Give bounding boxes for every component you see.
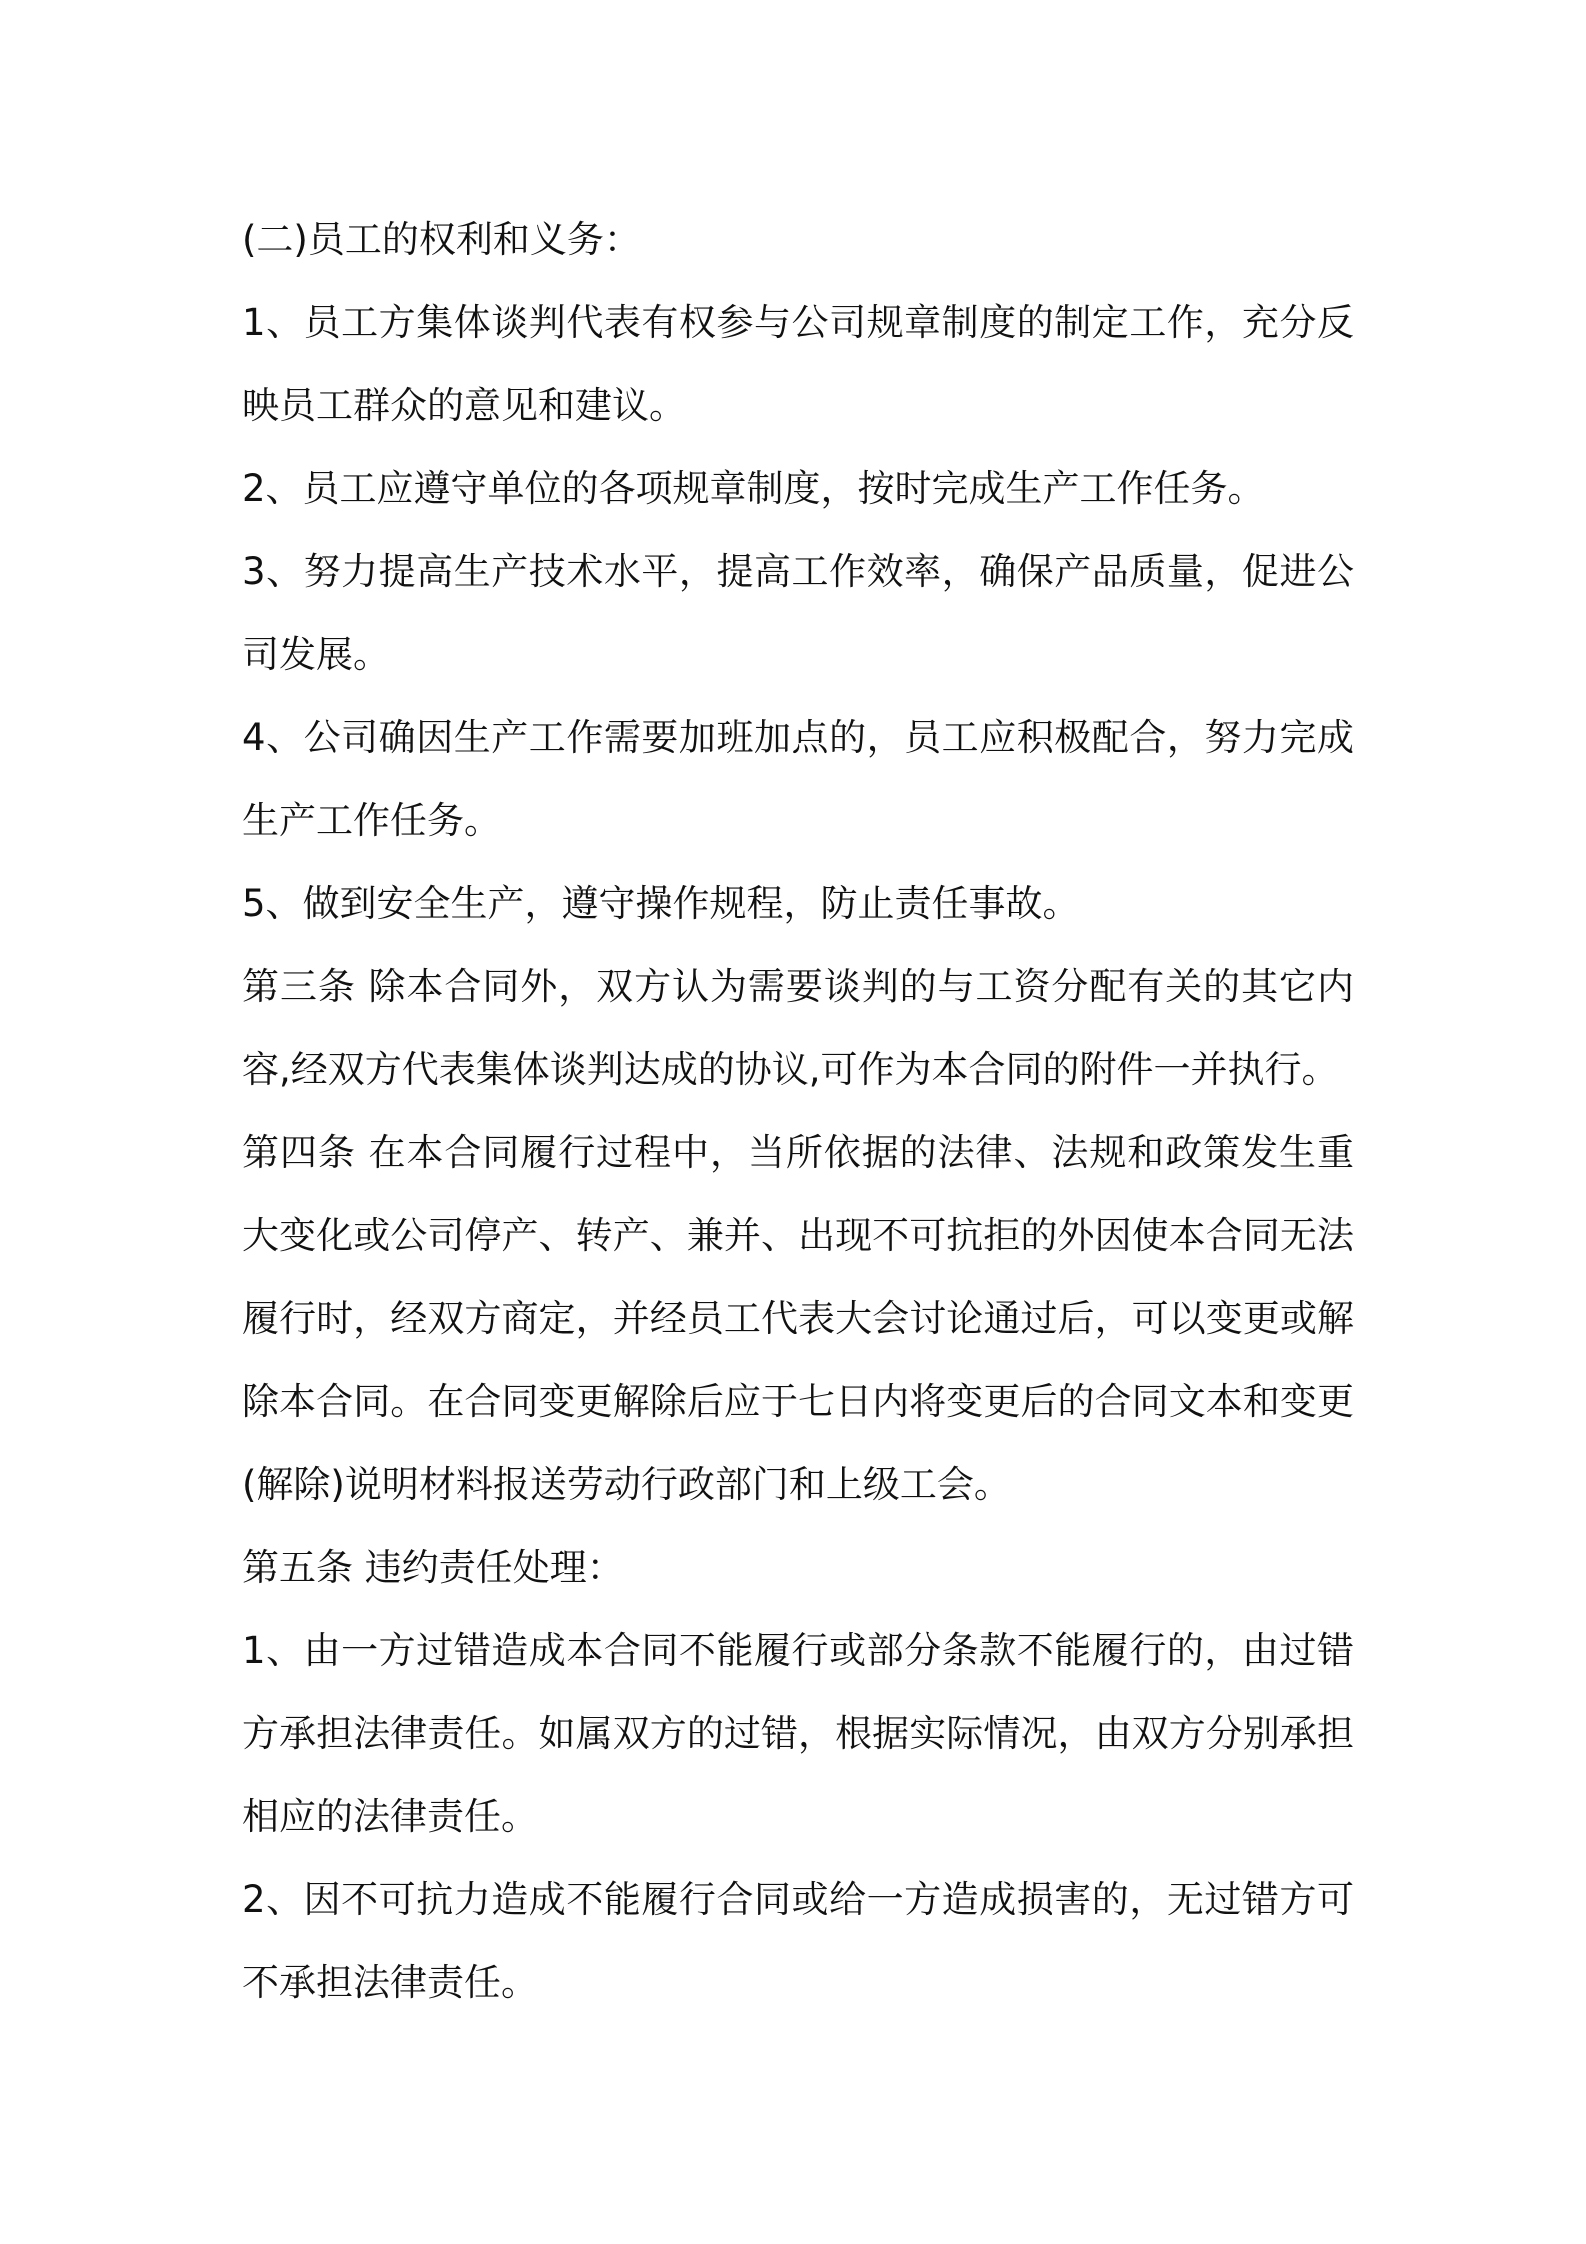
- article-5-heading: 第五条 违约责任处理：: [242, 1546, 624, 1589]
- document-body: [242, 198, 1354, 2024]
- paragraph-item-3: 3、努力提高生产技术水平，提高工作效率，确保产品质量，促进公司发展。: [242, 550, 1354, 676]
- article-3: 第三条 除本合同外，双方认为需要谈判的与工资分配有关的其它内容,经双方代表集体谈判达成的协议,可作为本合同的附件一并执行。: [242, 965, 1354, 1091]
- paragraph-item-5: 5、做到安全生产，遵守操作规程，防止责任事故。: [242, 882, 1080, 925]
- paragraph-item-1: 1、员工方集体谈判代表有权参与公司规章制度的制定工作，充分反映员工群众的意见和建议。: [242, 301, 1354, 427]
- paragraph-item-2: 2、员工应遵守单位的各项规章制度，按时完成生产工作任务。: [242, 467, 1265, 510]
- article-5-item-2: 2、因不可抗力造成不能履行合同或给一方造成损害的，无过错方可不承担法律责任。: [242, 1878, 1354, 2004]
- paragraph-item-4: 4、公司确因生产工作需要加班加点的，员工应积极配合，努力完成生产工作任务。: [242, 716, 1354, 842]
- section-heading-employee-rights: (二)员工的权利和义务：: [242, 218, 641, 261]
- article-4: 第四条 在本合同履行过程中，当所依据的法律、法规和政策发生重大变化或公司停产、转产、兼并、出现不可抗拒的外因使本合同无法履行时，经双方商定，并经员工代表大会讨论通过后，可以变更或解除本合同。在合同变更解除后应于七日内将变更后的合同文本和变更(解除)说明材料报送劳动行政部门和上级工会。: [242, 1131, 1354, 1506]
- article-5-item-1: 1、由一方过错造成本合同不能履行或部分条款不能履行的，由过错方承担法律责任。如属双方的过错，根据实际情况，由双方分别承担相应的法律责任。: [242, 1629, 1354, 1838]
